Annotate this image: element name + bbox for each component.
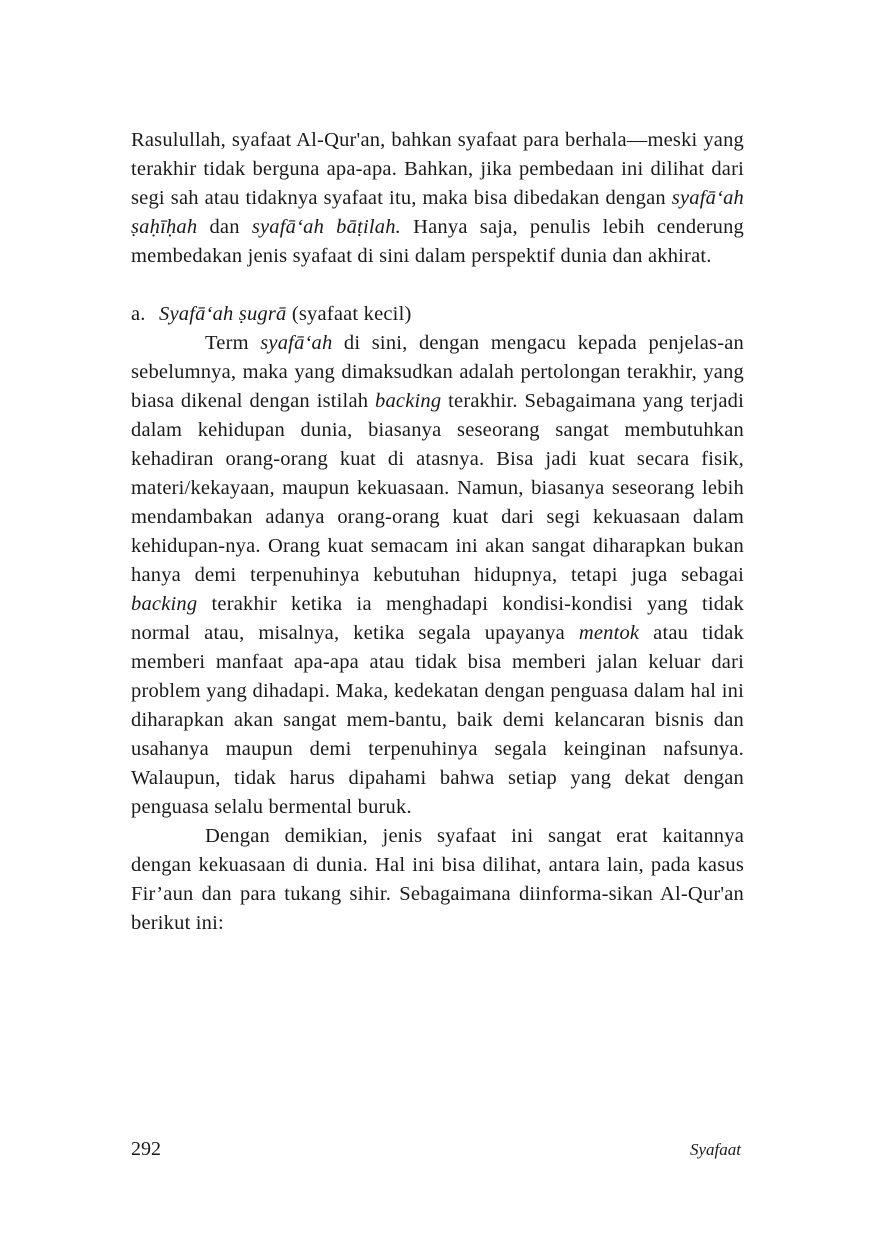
heading-number: a. xyxy=(131,303,146,325)
text-run: Hanya saja, penulis lebih cenderung membedakan jenis syafaat di sini dalam perspektif dunia dan akhirat. xyxy=(131,216,744,267)
italic-term: backing xyxy=(375,390,442,412)
text-run: Rasulullah, syafaat Al-Qur'an, bahkan syafaat para berhala—meski yang terakhir tidak berguna apa-apa. Bahkan, jika pembedaan ini dilihat dari segi sah atau tidaknya syafaat itu, maka bisa dibedakan dengan xyxy=(131,129,744,209)
paragraph-conclusion: Dengan demikian, jenis syafaat ini sangat erat kaitannya dengan kekuasaan di dunia. Hal ini bisa dilihat, antara lain, pada kasus Fir’aun dan para tukang sihir. Sebagaimana diinforma-sikan Al-Qur'an berikut ini: xyxy=(131,825,744,934)
page-body xyxy=(131,126,744,938)
text-run: terakhir. Sebagaimana yang terjadi dalam kehidupan dunia, biasanya seseorang sangat membutuhkan kehadiran orang-orang kuat di atasnya. Bisa jadi kuat secara fisik, materi/kekayaan, maupun kekuasaan. Namun, biasanya seseorang lebih mendambakan adanya orang-orang kuat dari segi kekuasaan dalam kehidupan-nya. Orang kuat semacam ini akan sangat diharapkan bukan hanya demi terpenuhinya kebutuhan hidupnya, tetapi juga sebagai xyxy=(131,390,744,586)
italic-term: syafā‘ah xyxy=(260,332,333,354)
text-run: dan xyxy=(197,216,252,238)
text-run: Term xyxy=(205,332,261,354)
text-run: terakhir ketika ia menghadapi kondisi-kondisi yang tidak normal atau, misalnya, ketika segala upayanya xyxy=(131,593,744,644)
italic-term: mentok xyxy=(578,622,640,644)
italic-term: backing xyxy=(131,593,198,615)
section-heading-a xyxy=(131,300,744,329)
italic-term: syafā‘ah bāṭilah. xyxy=(251,216,401,238)
heading-text: (syafaat kecil) xyxy=(286,303,412,325)
paragraph-intro xyxy=(131,126,744,271)
running-title: Syafaat xyxy=(690,1140,741,1159)
heading-italic-term: Syafā‘ah ṣugrā xyxy=(159,303,287,325)
page-number: 292 xyxy=(131,1138,161,1160)
paragraph-term-definition xyxy=(131,329,744,822)
text-run: atau tidak memberi manfaat apa-apa atau tidak bisa memberi jalan keluar dari problem yang dihadapi. Maka, kedekatan dengan penguasa dalam hal ini diharapkan akan sangat mem-bantu, baik demi kelancaran bisnis dan usahanya maupun demi terpenuhinya segala keinginan nafsunya. Walaupun, tidak harus dipahami bahwa setiap yang dekat dengan penguasa selalu bermental buruk. xyxy=(131,622,744,818)
italic-term: syafā‘ah ṣaḥīḥah xyxy=(131,187,744,238)
text-run: di sini, dengan mengacu kepada penjelas-an sebelumnya, maka yang dimaksudkan adalah pertolongan terakhir, yang biasa dikenal dengan istilah xyxy=(131,332,744,412)
